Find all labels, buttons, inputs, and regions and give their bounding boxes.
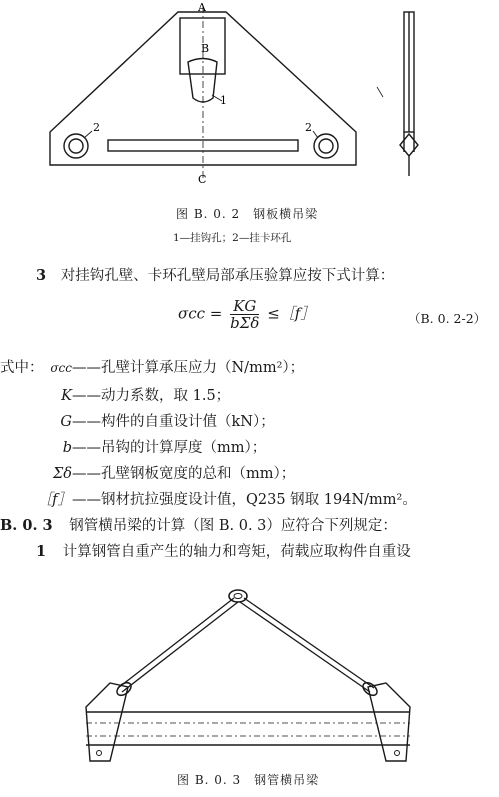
figure2-caption: 图 B. 0. 3 钢管横吊梁 [177, 773, 320, 787]
definition-text: ——孔壁钢板宽度的总和（mm）； [72, 466, 296, 482]
section-b03 [0, 514, 397, 535]
definition-text: ——构件的自重设计值（kN）； [72, 414, 275, 430]
shackle-left [115, 680, 134, 698]
formula-denominator: bΣδ [230, 314, 260, 332]
para-1-text: 计算钢管自重产生的轴力和弯矩，荷载应取构件自重设 [62, 544, 411, 560]
figure1-subcaption: 1—挂钩孔；2—挂卡环孔 [173, 232, 292, 244]
formula-numerator: KG [230, 298, 259, 315]
definition-symbol: G [60, 414, 72, 430]
shackle-hole-right-inner [319, 139, 333, 153]
formula-rhs: ≤［f］ [267, 304, 316, 323]
para-1 [36, 540, 411, 561]
top-ring [229, 590, 247, 602]
sling-right-b [240, 602, 370, 692]
section-b03-text: 钢管横吊梁的计算（图 B. 0. 3）应符合下列规定： [69, 518, 397, 534]
definition-f [32, 488, 417, 509]
label-1: 1 [220, 94, 227, 107]
definition-symbol: σcc [50, 361, 72, 375]
para-3 [36, 264, 394, 285]
para-1-number: 1 [36, 543, 47, 560]
definition-text: ——吊钩的计算厚度（mm）； [72, 440, 267, 456]
label-c: C [198, 173, 207, 186]
formula-number: （B. 0. 2-2） [408, 311, 487, 326]
definition-b [46, 436, 266, 457]
sling-left-a [118, 598, 234, 688]
label-a: A [198, 1, 206, 14]
shackle-hole-left-inner [69, 139, 83, 153]
para-3-number: 3 [36, 267, 47, 284]
definition-symbol: ［f］ [37, 492, 72, 508]
definition-k [46, 384, 230, 405]
figure-pipe-beam [0, 575, 499, 765]
formula-lhs: σcc = [178, 304, 223, 323]
definition-symbol: b [62, 440, 72, 456]
definition-text: ——孔壁计算承压应力（N/mm²）； [72, 360, 305, 376]
figure1-caption: 图 B. 0. 2 钢板横吊梁 [176, 207, 319, 221]
definition-sum-delta [46, 462, 295, 483]
para-3-text: 对挂钩孔壁、卡环孔壁局部承压验算应按下式计算： [60, 268, 395, 284]
formula-b022 [178, 298, 315, 331]
section-b03-number: B. 0. 3 [0, 517, 53, 534]
label-2-right: 2 [305, 121, 312, 134]
label-2-left: 2 [93, 121, 100, 134]
definition-text: ——钢材抗拉强度设计值，Q235 钢取 194N/mm²。 [72, 492, 417, 508]
label-b: B [201, 42, 210, 55]
sling-right-a [244, 598, 374, 688]
definition-sigma [46, 356, 304, 377]
formula-fraction [230, 298, 259, 331]
sling-left-b [122, 602, 238, 692]
figure-plate-beam [0, 0, 499, 200]
definition-symbol: K [61, 388, 72, 404]
definitions-lead: 式中： [0, 360, 44, 376]
definition-g [46, 410, 275, 431]
definition-text: ——动力系数，取 1.5； [72, 388, 231, 404]
definition-symbol: Σδ [53, 466, 72, 482]
